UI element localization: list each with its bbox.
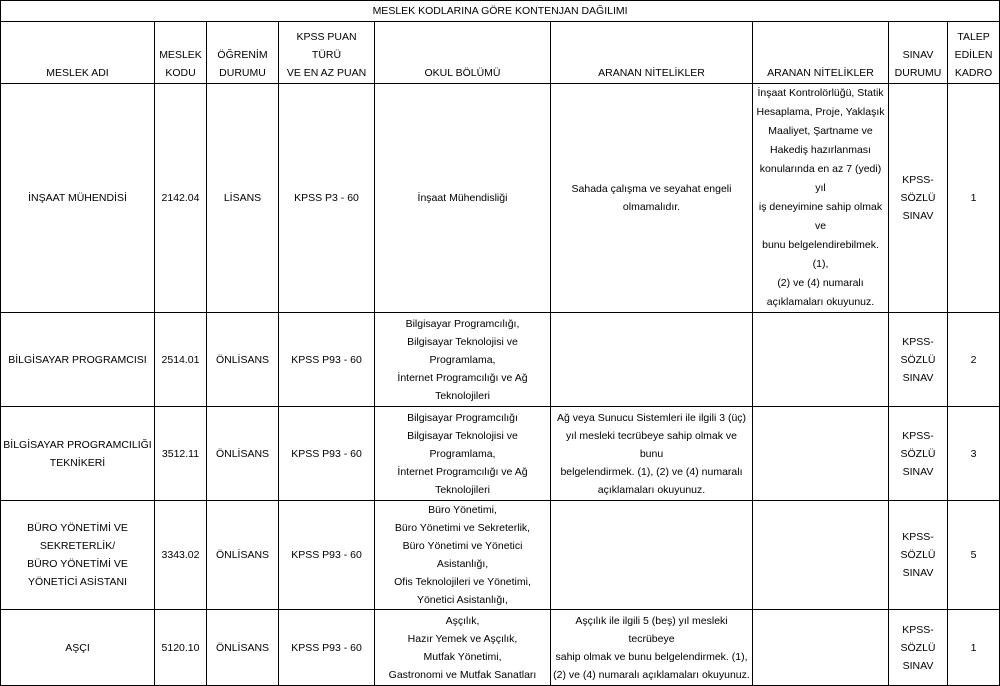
cell-line: SINAV bbox=[902, 567, 934, 579]
cell-okul-bolumu bbox=[375, 501, 551, 610]
cell-line: TEKNİKERİ bbox=[49, 456, 106, 469]
table-row bbox=[1, 610, 1000, 686]
header-aranan-nitelikler-2: ARANAN NİTELİKLER bbox=[753, 22, 889, 84]
cell-sinav-durumu bbox=[889, 407, 948, 501]
cell-ogrenim-durumu: ÖNLİSANS bbox=[207, 313, 279, 407]
cell-line: SINAV bbox=[902, 659, 934, 672]
cell-line: İnternet Programcılığı ve Ağ bbox=[397, 465, 528, 478]
cell-line: Aşçılık, bbox=[445, 614, 480, 627]
cell-meslek-kodu: 3512.11 bbox=[155, 407, 207, 501]
cell-line: bunu belgelendirebilmek. (1), bbox=[762, 239, 879, 270]
cell-kpss-puan: KPSS P93 - 60 bbox=[279, 407, 375, 501]
cell-ogrenim-durumu: LİSANS bbox=[207, 84, 279, 313]
cell-line: SÖZLÜ bbox=[900, 353, 936, 366]
cell-line: açıklamaları okuyunuz. bbox=[766, 296, 875, 308]
cell-line: SÖZLÜ bbox=[900, 549, 936, 561]
cell-aranan-nitelikler-1 bbox=[551, 501, 753, 610]
cell-line: açıklamaları okuyunuz. bbox=[597, 483, 706, 496]
cell-line: SINAV bbox=[902, 210, 934, 222]
cell-aranan-nitelikler-2 bbox=[753, 84, 889, 313]
cell-line: Sahada çalışma ve seyahat engeli bbox=[571, 183, 732, 195]
cell-line: İnşaat Kontrolörlüğü, Statik bbox=[757, 87, 884, 99]
cell-line: Bilgisayar Programcılığı bbox=[407, 411, 518, 424]
cell-line: YÖNETİCİ ASİSTANI bbox=[28, 576, 127, 588]
cell-line: Yönetici Asistanlığı, bbox=[416, 594, 509, 606]
cell-line: Programlama, bbox=[429, 447, 496, 460]
cell-line: olmamalıdır. bbox=[622, 201, 681, 213]
cell-line: Ofis Teknolojileri ve Yönetimi, bbox=[394, 576, 531, 588]
cell-line: İNŞAAT MÜHENDİSİ bbox=[28, 192, 127, 204]
cell-sinav-durumu bbox=[889, 610, 948, 686]
cell-line: Büro Yönetimi ve Sekreterlik, bbox=[394, 522, 531, 534]
cell-meslek-adi bbox=[1, 501, 155, 610]
cell-aranan-nitelikler-1 bbox=[551, 407, 753, 501]
cell-line: (2) ve (4) numaralı açıklamaları okuyunuz. bbox=[553, 668, 750, 681]
cell-line: Büro Yönetimi ve Yönetici Asistanlığı, bbox=[402, 540, 523, 570]
cell-line: yıl mesleki tecrübeye sahip olmak ve bunu bbox=[566, 429, 737, 460]
cell-kpss-puan: KPSS P3 - 60 bbox=[279, 84, 375, 313]
header-talep-kadro: TALEP EDİLEN KADRO bbox=[948, 22, 1000, 84]
cell-line: BİLGİSAYAR PROGRAMCISI bbox=[8, 353, 147, 366]
cell-line: SINAV bbox=[902, 371, 934, 384]
cell-ogrenim-durumu: ÖNLİSANS bbox=[207, 407, 279, 501]
cell-okul-bolumu bbox=[375, 407, 551, 501]
cell-line: SÖZLÜ bbox=[900, 447, 936, 460]
cell-aranan-nitelikler-2 bbox=[753, 610, 889, 686]
cell-line: Programlama, bbox=[429, 353, 496, 366]
table-row bbox=[1, 84, 1000, 313]
table-row bbox=[1, 313, 1000, 407]
header-aranan-nitelikler-1: ARANAN NİTELİKLER bbox=[551, 22, 753, 84]
cell-line: Büro Yönetimi, bbox=[428, 504, 497, 516]
cell-meslek-kodu: 2142.04 bbox=[155, 84, 207, 313]
cell-line: Teknolojileri bbox=[435, 483, 490, 496]
cell-aranan-nitelikler-2 bbox=[753, 501, 889, 610]
header-kpss-puan: KPSS PUAN TÜRÜ VE EN AZ PUAN bbox=[279, 22, 375, 84]
cell-line: SÖZLÜ bbox=[900, 641, 936, 654]
cell-line: (2) ve (4) numaralı bbox=[777, 277, 864, 289]
cell-line: sahip olmak ve bunu belgelendirmek. (1), bbox=[555, 650, 748, 663]
cell-line: Hakediş hazırlanması bbox=[770, 144, 871, 156]
header-ogrenim-durumu: ÖĞRENİM DURUMU bbox=[207, 22, 279, 84]
cell-line: KPSS- bbox=[902, 429, 934, 442]
cell-meslek-adi bbox=[1, 407, 155, 501]
cell-kpss-puan: KPSS P93 - 60 bbox=[279, 501, 375, 610]
cell-talep-kadro: 5 bbox=[948, 501, 1000, 610]
cell-talep-kadro: 3 bbox=[948, 407, 1000, 501]
cell-line: BÜRO YÖNETİMİ VE bbox=[27, 558, 128, 570]
cell-line: Bilgisayar Teknolojisi ve bbox=[407, 429, 518, 442]
cell-kpss-puan: KPSS P93 - 60 bbox=[279, 610, 375, 686]
cell-line: BİLGİSAYAR PROGRAMCILIĞI bbox=[3, 438, 152, 451]
cell-aranan-nitelikler-1 bbox=[551, 84, 753, 313]
cell-line: AŞÇI bbox=[65, 641, 90, 654]
header-meslek-adi: MESLEK ADI bbox=[1, 22, 155, 84]
cell-line: İnternet Programcılığı ve Ağ bbox=[397, 371, 528, 384]
header-sinav-durumu: SINAV DURUMU bbox=[889, 22, 948, 84]
cell-okul-bolumu bbox=[375, 313, 551, 407]
cell-line: Maaliyet, Şartname ve bbox=[768, 125, 873, 137]
cell-aranan-nitelikler-1 bbox=[551, 313, 753, 407]
cell-line: BÜRO YÖNETİMİ VE bbox=[27, 522, 128, 534]
cell-meslek-adi bbox=[1, 84, 155, 313]
cell-sinav-durumu bbox=[889, 313, 948, 407]
table-row bbox=[1, 501, 1000, 610]
cell-line: KPSS- bbox=[902, 531, 934, 543]
header-row bbox=[1, 22, 1000, 84]
cell-ogrenim-durumu: ÖNLİSANS bbox=[207, 610, 279, 686]
cell-aranan-nitelikler-2 bbox=[753, 313, 889, 407]
cell-line: Hesaplama, Proje, Yaklaşık bbox=[756, 106, 885, 118]
cell-talep-kadro: 1 bbox=[948, 84, 1000, 313]
cell-line: Teknolojileri bbox=[435, 389, 490, 402]
cell-okul-bolumu bbox=[375, 610, 551, 686]
cell-line: SINAV bbox=[902, 465, 934, 478]
table-row bbox=[1, 407, 1000, 501]
cell-sinav-durumu bbox=[889, 501, 948, 610]
cell-sinav-durumu bbox=[889, 84, 948, 313]
cell-line: KPSS- bbox=[902, 174, 934, 186]
cell-meslek-adi bbox=[1, 610, 155, 686]
cell-line: Ağ veya Sunucu Sistemleri ile ilgili 3 (üç) bbox=[556, 411, 747, 424]
cell-line: Bilgisayar Programcılığı, bbox=[405, 317, 520, 330]
table-title: MESLEK KODLARINA GÖRE KONTENJAN DAĞILIMI bbox=[1, 1, 1000, 22]
cell-line: Aşçılık ile ilgili 5 (beş) yıl mesleki tecrübeye bbox=[575, 614, 728, 645]
cell-line: KPSS- bbox=[902, 335, 934, 348]
cell-line: konularında en az 7 (yedi) yıl bbox=[759, 163, 882, 194]
cell-meslek-adi bbox=[1, 313, 155, 407]
cell-ogrenim-durumu: ÖNLİSANS bbox=[207, 501, 279, 610]
cell-line: SÖZLÜ bbox=[900, 192, 936, 204]
cell-meslek-kodu: 5120.10 bbox=[155, 610, 207, 686]
cell-talep-kadro: 2 bbox=[948, 313, 1000, 407]
cell-line: SEKRETERLİK/ bbox=[39, 540, 116, 552]
cell-kpss-puan: KPSS P93 - 60 bbox=[279, 313, 375, 407]
cell-line: İnşaat Mühendisliği bbox=[417, 192, 508, 204]
cell-line: Hazır Yemek ve Aşçılık, bbox=[407, 632, 518, 645]
cell-talep-kadro: 1 bbox=[948, 610, 1000, 686]
cell-aranan-nitelikler-1 bbox=[551, 610, 753, 686]
cell-line: Gastronomi ve Mutfak Sanatları bbox=[388, 668, 537, 681]
cell-okul-bolumu bbox=[375, 84, 551, 313]
header-meslek-kodu: MESLEK KODU bbox=[155, 22, 207, 84]
cell-line: iş deneyimine sahip olmak ve bbox=[758, 201, 883, 232]
cell-line: belgelendirmek. (1), (2) ve (4) numaralı bbox=[560, 465, 743, 478]
cell-line: KPSS- bbox=[902, 623, 934, 636]
cell-line: Mutfak Yönetimi, bbox=[423, 650, 502, 663]
header-okul-bolumu: OKUL BÖLÜMÜ bbox=[375, 22, 551, 84]
cell-line: Bilgisayar Teknolojisi ve bbox=[407, 335, 518, 348]
cell-aranan-nitelikler-2 bbox=[753, 407, 889, 501]
cell-meslek-kodu: 2514.01 bbox=[155, 313, 207, 407]
cell-meslek-kodu: 3343.02 bbox=[155, 501, 207, 610]
